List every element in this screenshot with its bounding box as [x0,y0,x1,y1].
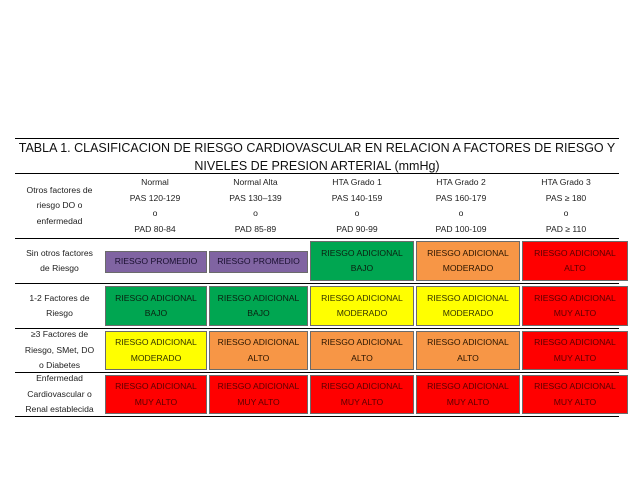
risk-text: RIESGO ADICIONAL [427,381,509,391]
row-label-line: de Riesgo [40,263,79,273]
risk-cell [416,286,520,326]
header-col-or: o [458,208,464,218]
risk-level: ALTO [247,352,270,363]
header-col-pad: PAD 100-109 [435,223,487,234]
risk-cell [209,375,308,414]
risk-text: RIESGO ADICIONAL [115,337,197,347]
risk-text: RIESGO ADICIONAL [321,337,403,347]
risk-cell [522,331,628,370]
risk-level: MUY ALTO [237,396,280,407]
risk-level: MUY ALTO [553,308,597,318]
header-first-col-line: riesgo DO o [36,200,83,211]
row-label-line: Sin otros factores [26,247,93,258]
risk-text: RIESGO ADICIONAL [534,247,616,258]
table-title-line2: NIVELES DE PRESION ARTERIAL (mmHg) [194,159,440,173]
risk-text: RIESGO ADICIONAL [217,292,300,303]
risk-cell [416,375,520,414]
header-col-hta-grado-3 [513,174,619,238]
header-col-name: HTA Grado 1 [332,177,382,187]
table-row [15,284,619,329]
risk-text: RIESGO PROMEDIO [217,256,300,267]
header-col-or: o [563,208,569,218]
risk-cell [522,375,628,414]
risk-level: ALTO [351,352,373,363]
risk-cell [105,251,207,273]
header-col-pad: PAD ≥ 110 [545,223,587,234]
risk-cell [105,375,207,414]
header-first-col-line: Otros factores de [26,184,93,195]
risk-cell [209,331,308,370]
risk-cell [310,331,414,370]
row-label [15,284,104,328]
risk-cell [522,241,628,281]
risk-text: RIESGO ADICIONAL [427,337,509,347]
header-col-pas: PAS 130–139 [229,192,282,203]
risk-text: RIESGO ADICIONAL [534,381,616,391]
risk-level: MUY ALTO [340,396,384,407]
header-col-pas: PAS ≥ 180 [545,192,587,203]
row-label [15,373,104,416]
risk-level: ALTO [457,352,479,363]
header-col-pas: PAS 140-159 [331,192,383,203]
risk-text: RIESGO ADICIONAL [321,247,403,258]
row-label-line: Enfermedad [36,373,83,384]
header-col-name: Normal [141,177,169,187]
header-col-or: o [152,208,158,218]
row-label-line: Riesgo, SMet, DO [24,344,95,355]
risk-text: RIESGO ADICIONAL [534,292,616,303]
risk-cell [416,331,520,370]
header-first-col [15,174,104,238]
risk-text: RIESGO ADICIONAL [115,381,197,391]
header-col-pas: PAS 120-129 [129,192,181,203]
risk-text: RIESGO ADICIONAL [321,292,403,303]
risk-level: ALTO [564,263,586,273]
header-row [15,174,619,239]
risk-text: RIESGO PROMEDIO [114,256,198,267]
header-col-hta-grado-1 [305,174,409,238]
risk-cell [105,286,207,326]
header-col-hta-grado-2 [409,174,513,238]
risk-text: RIESGO ADICIONAL [217,337,300,347]
risk-level: MUY ALTO [553,396,597,407]
risk-text: RIESGO ADICIONAL [217,381,300,391]
header-col-pad: PAD 80-84 [134,223,176,234]
risk-cell [105,331,207,370]
header-col-normal [104,174,206,238]
risk-level: MODERADO [130,352,182,363]
row-label-line: 1-2 Factores de [29,292,90,303]
risk-text: RIESGO ADICIONAL [427,247,509,258]
risk-cell [522,286,628,326]
risk-level: MODERADO [336,308,388,318]
table-title [15,139,619,174]
risk-level: MUY ALTO [553,352,597,363]
table-row [15,329,619,373]
risk-cell [310,241,414,281]
risk-level: MODERADO [442,308,494,318]
row-label [15,329,104,372]
risk-level: BAJO [144,308,168,318]
header-col-or: o [253,208,258,218]
risk-cell [310,375,414,414]
header-col-pas: PAS 160-179 [435,192,487,203]
header-col-name: Normal Alta [233,177,278,187]
risk-text: RIESGO ADICIONAL [115,292,197,303]
risk-level: MUY ALTO [134,396,178,407]
header-first-col-line: enfermedad [36,215,83,226]
table-row [15,239,619,284]
header-col-name: HTA Grado 2 [436,177,486,187]
row-label-line: Riesgo [46,308,73,318]
header-col-or: o [354,208,360,218]
risk-level: BAJO [247,308,270,318]
header-col-name: HTA Grado 3 [541,177,591,187]
table-title-line1: TABLA 1. CLASIFICACION DE RIESGO CARDIOVASCULAR EN RELACION A FACTORES DE RIESGO Y [18,141,616,155]
risk-level: BAJO [350,263,374,273]
risk-cell [209,251,308,273]
risk-level: MUY ALTO [446,396,490,407]
risk-classification-table [15,138,619,417]
row-label-line: Renal establecida [25,404,94,415]
risk-text: RIESGO ADICIONAL [427,292,509,303]
row-label [15,239,104,283]
risk-cell [416,241,520,281]
risk-text: RIESGO ADICIONAL [534,337,616,347]
header-col-pad: PAD 90-99 [336,223,378,234]
risk-text: RIESGO ADICIONAL [321,381,403,391]
row-label-line: ≥3 Factores de [30,329,89,340]
row-label-line: o Diabetes [38,360,81,371]
row-label-line: Cardiovascular o [27,388,92,399]
header-col-normal-alta [206,174,305,238]
risk-cell [209,286,308,326]
risk-cell [310,286,414,326]
risk-level: MODERADO [442,263,494,273]
table-row [15,373,619,416]
header-col-pad: PAD 85-89 [234,223,277,234]
